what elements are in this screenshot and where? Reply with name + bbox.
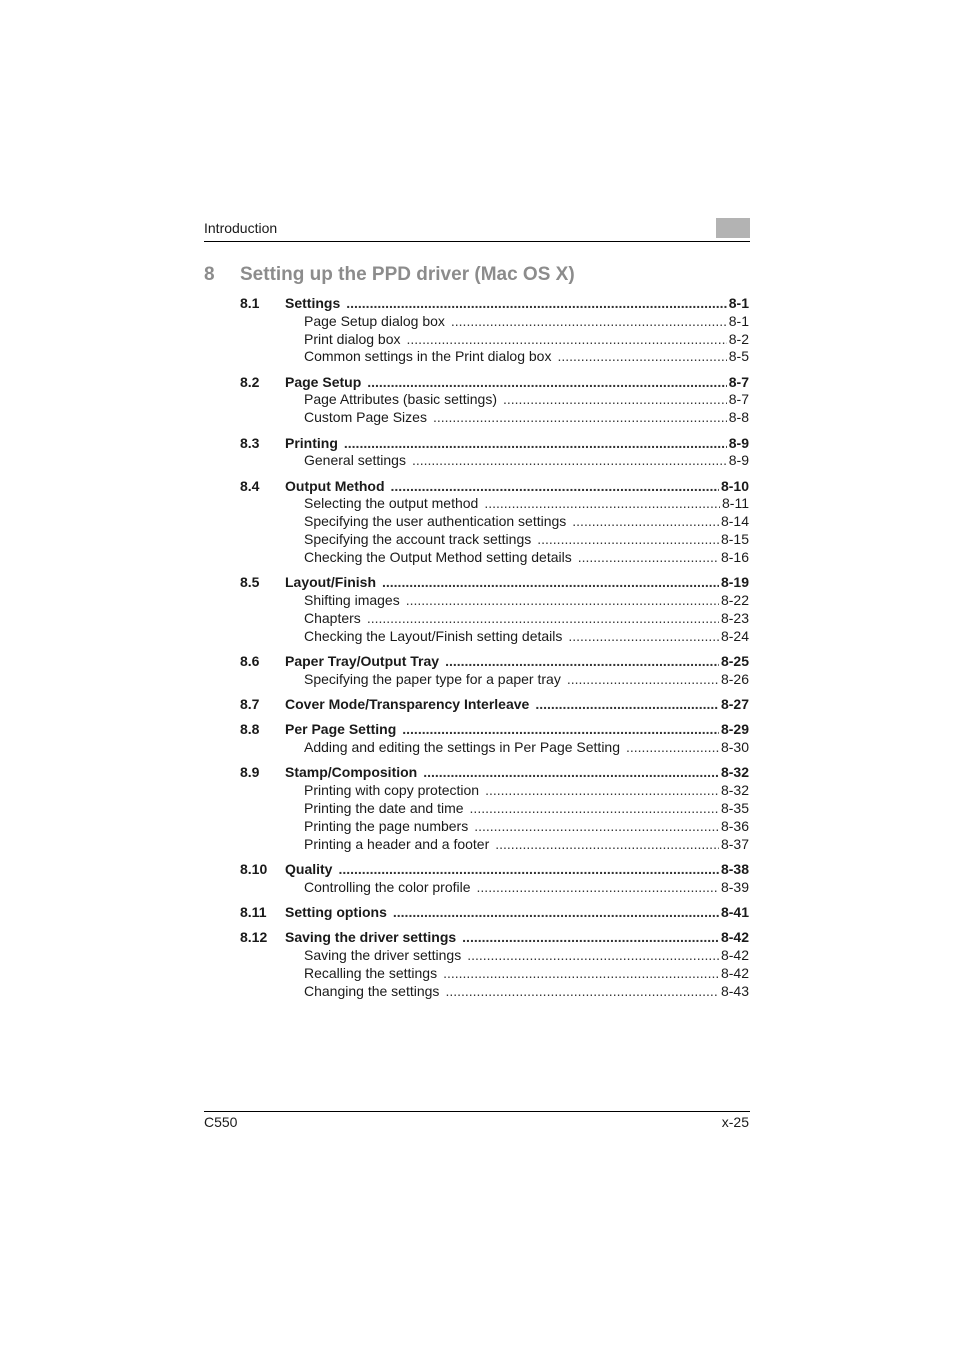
dot-leader	[407, 331, 727, 349]
section-title: Quality	[285, 860, 333, 877]
toc-section-entry[interactable]	[240, 374, 749, 392]
section-title: Layout/Finish	[285, 574, 376, 591]
subsection-page: 8-26	[720, 670, 749, 687]
section-page: 8-27	[720, 695, 749, 712]
subsection-title: General settings	[304, 452, 406, 469]
toc-subsection-entry[interactable]	[240, 331, 749, 349]
subsection-title: Printing the date and time	[304, 799, 464, 816]
subsection-page: 8-23	[720, 609, 749, 626]
section-gap	[240, 922, 749, 930]
section-page: 8-29	[720, 721, 749, 738]
subsection-page: 8-42	[720, 964, 749, 981]
dot-leader	[433, 409, 727, 427]
section-title: Per Page Setting	[285, 721, 397, 738]
section-page: 8-7	[728, 373, 749, 390]
section-page: 8-41	[720, 903, 749, 920]
subsection-title: Changing the settings	[304, 982, 440, 999]
subsection-title: Specifying the paper type for a paper tray	[304, 670, 561, 687]
toc-section-entry[interactable]	[240, 929, 749, 947]
dot-leader	[445, 653, 719, 671]
dot-leader	[578, 549, 719, 567]
subsection-page: 8-32	[720, 782, 749, 799]
section-number: 8.11	[240, 903, 267, 920]
section-title: Stamp/Composition	[285, 764, 418, 781]
toc-subsection-entry[interactable]	[240, 313, 749, 331]
toc-subsection-entry[interactable]	[240, 800, 749, 818]
dot-leader	[485, 782, 719, 800]
subsection-title: Shifting images	[304, 591, 400, 608]
subsection-page: 8-15	[720, 531, 749, 548]
toc-subsection-entry[interactable]	[240, 947, 749, 965]
dot-leader	[391, 478, 719, 496]
subsection-page: 8-16	[720, 548, 749, 565]
subsection-page: 8-14	[720, 513, 749, 530]
dot-leader	[346, 295, 727, 313]
toc-subsection-entry[interactable]	[240, 549, 749, 567]
section-number: 8.1	[240, 295, 260, 311]
dot-leader	[367, 610, 719, 628]
dot-leader	[344, 435, 727, 453]
section-title: Printing	[285, 434, 338, 451]
dot-leader	[467, 947, 719, 965]
dot-leader	[412, 452, 727, 470]
subsection-title: Selecting the output method	[304, 495, 479, 512]
section-page: 8-42	[720, 929, 749, 946]
dot-leader	[338, 861, 719, 879]
section-number: 8.12	[240, 929, 268, 946]
subsection-title: Adding and editing the settings in Per Page Setting	[304, 739, 620, 756]
toc-subsection-entry[interactable]	[240, 879, 749, 897]
section-page: 8-25	[720, 652, 749, 669]
toc-section-entry[interactable]	[240, 904, 749, 922]
subsection-page: 8-7	[728, 391, 749, 408]
toc-subsection-entry[interactable]	[240, 782, 749, 800]
subsection-title: Printing the page numbers	[304, 817, 469, 834]
toc-section-entry[interactable]	[240, 696, 749, 714]
subsection-title: Custom Page Sizes	[304, 409, 427, 426]
toc-subsection-entry[interactable]	[240, 818, 749, 836]
toc-subsection-entry[interactable]	[240, 671, 749, 689]
toc-section-entry[interactable]	[240, 653, 749, 671]
toc-section-entry[interactable]	[240, 574, 749, 592]
dot-leader	[393, 904, 719, 922]
dot-leader	[503, 391, 727, 409]
section-page: 8-1	[728, 295, 749, 311]
dot-leader	[462, 929, 719, 947]
toc-subsection-entry[interactable]	[240, 592, 749, 610]
header-divider	[204, 241, 750, 242]
dot-leader	[568, 628, 719, 646]
subsection-page: 8-30	[720, 739, 749, 756]
toc-subsection-entry[interactable]	[240, 610, 749, 628]
dot-leader	[477, 879, 719, 897]
toc-subsection-entry[interactable]	[240, 495, 749, 513]
subsection-page: 8-42	[720, 947, 749, 963]
section-title: Setting options	[285, 903, 387, 920]
dot-leader	[470, 800, 719, 818]
section-number: 8.9	[240, 764, 260, 781]
dot-leader	[495, 836, 719, 854]
section-gap	[240, 757, 749, 765]
section-number: 8.4	[240, 477, 260, 494]
section-number: 8.6	[240, 652, 260, 669]
header-section-label: Introduction	[204, 220, 278, 236]
section-page: 8-19	[720, 574, 749, 591]
subsection-title: Page Setup dialog box	[304, 312, 445, 329]
subsection-title: Controlling the color profile	[304, 878, 471, 895]
footer-divider	[204, 1111, 750, 1112]
subsection-title: Printing a header and a footer	[304, 835, 490, 852]
subsection-title: Chapters	[304, 609, 361, 626]
toc-subsection-entry[interactable]	[240, 983, 749, 1001]
dot-leader	[535, 696, 719, 714]
section-page: 8-9	[728, 434, 749, 451]
subsection-title: Specifying the account track settings	[304, 531, 532, 548]
dot-leader	[423, 764, 719, 782]
subsection-title: Checking the Layout/Finish setting details	[304, 627, 563, 644]
chapter-heading	[204, 264, 575, 286]
header-tab-marker	[716, 218, 750, 238]
dot-leader	[484, 495, 720, 513]
section-gap	[240, 853, 749, 861]
section-number: 8.2	[240, 373, 260, 390]
section-number: 8.8	[240, 721, 260, 738]
section-gap	[240, 645, 749, 653]
dot-leader	[572, 513, 719, 531]
section-page: 8-32	[720, 764, 749, 781]
chapter-number: 8	[204, 264, 215, 285]
subsection-page: 8-8	[728, 409, 749, 426]
subsection-page: 8-37	[720, 835, 749, 852]
dot-leader	[367, 374, 727, 392]
section-number: 8.5	[240, 574, 260, 591]
toc-section-entry[interactable]	[240, 435, 749, 453]
dot-leader	[451, 313, 727, 331]
dot-leader	[567, 671, 719, 689]
toc-subsection-entry[interactable]	[240, 836, 749, 854]
table-of-contents	[240, 295, 749, 1000]
section-number: 8.3	[240, 434, 260, 451]
section-gap	[240, 470, 749, 478]
toc-subsection-entry[interactable]	[240, 965, 749, 983]
section-page: 8-38	[720, 860, 749, 877]
subsection-page: 8-1	[728, 312, 749, 329]
section-title: Page Setup	[285, 373, 362, 390]
subsection-title: Printing with copy protection	[304, 782, 480, 799]
toc-section-entry[interactable]	[240, 721, 749, 739]
toc-subsection-entry[interactable]	[240, 739, 749, 757]
subsection-page: 8-35	[720, 799, 749, 816]
section-gap	[240, 688, 749, 696]
subsection-title: Specifying the user authentication settings	[304, 513, 567, 530]
section-title: Settings	[285, 295, 341, 311]
toc-section-entry[interactable]	[240, 295, 749, 313]
subsection-page: 8-39	[720, 878, 749, 895]
section-gap	[240, 567, 749, 575]
dot-leader	[402, 721, 719, 739]
dot-leader	[406, 592, 719, 610]
section-title: Output Method	[285, 477, 385, 494]
toc-section-entry[interactable]	[240, 478, 749, 496]
subsection-title: Saving the driver settings	[304, 947, 462, 963]
dot-leader	[626, 739, 719, 757]
section-gap	[240, 714, 749, 722]
subsection-title: Common settings in the Print dialog box	[304, 348, 552, 365]
toc-subsection-entry[interactable]	[240, 513, 749, 531]
dot-leader	[537, 531, 719, 549]
subsection-page: 8-2	[728, 330, 749, 347]
toc-subsection-entry[interactable]	[240, 409, 749, 427]
section-gap	[240, 896, 749, 904]
footer-page-number: x-25	[721, 1114, 749, 1130]
subsection-page: 8-43	[720, 982, 749, 999]
dot-leader	[445, 983, 719, 1001]
toc-subsection-entry[interactable]	[240, 531, 749, 549]
toc-subsection-entry[interactable]	[240, 452, 749, 470]
dot-leader	[557, 348, 726, 366]
dot-leader	[382, 574, 719, 592]
dot-leader	[474, 818, 719, 836]
section-gap	[240, 366, 749, 374]
subsection-page: 8-9	[728, 452, 749, 469]
footer-model: C550	[204, 1114, 238, 1130]
section-page: 8-10	[720, 477, 749, 494]
subsection-title: Checking the Output Method setting details	[304, 548, 572, 565]
toc-section-entry[interactable]	[240, 764, 749, 782]
toc-subsection-entry[interactable]	[240, 391, 749, 409]
subsection-page: 8-36	[720, 817, 749, 834]
section-title: Cover Mode/Transparency Interleave	[285, 695, 530, 712]
subsection-title: Page Attributes (basic settings)	[304, 391, 497, 408]
subsection-page: 8-22	[720, 591, 749, 608]
section-title: Paper Tray/Output Tray	[285, 652, 440, 669]
toc-section-entry[interactable]	[240, 861, 749, 879]
section-gap	[240, 427, 749, 435]
subsection-page: 8-24	[720, 627, 749, 644]
toc-subsection-entry[interactable]	[240, 628, 749, 646]
dot-leader	[443, 965, 719, 983]
subsection-page: 8-11	[722, 495, 749, 512]
subsection-title: Recalling the settings	[304, 964, 438, 981]
subsection-page: 8-5	[728, 348, 749, 365]
toc-subsection-entry[interactable]	[240, 348, 749, 366]
section-number: 8.10	[240, 860, 268, 877]
subsection-title: Print dialog box	[304, 330, 401, 347]
chapter-title: Setting up the PPD driver (Mac OS X)	[240, 264, 575, 285]
section-title: Saving the driver settings	[285, 929, 457, 946]
section-number: 8.7	[240, 695, 260, 712]
